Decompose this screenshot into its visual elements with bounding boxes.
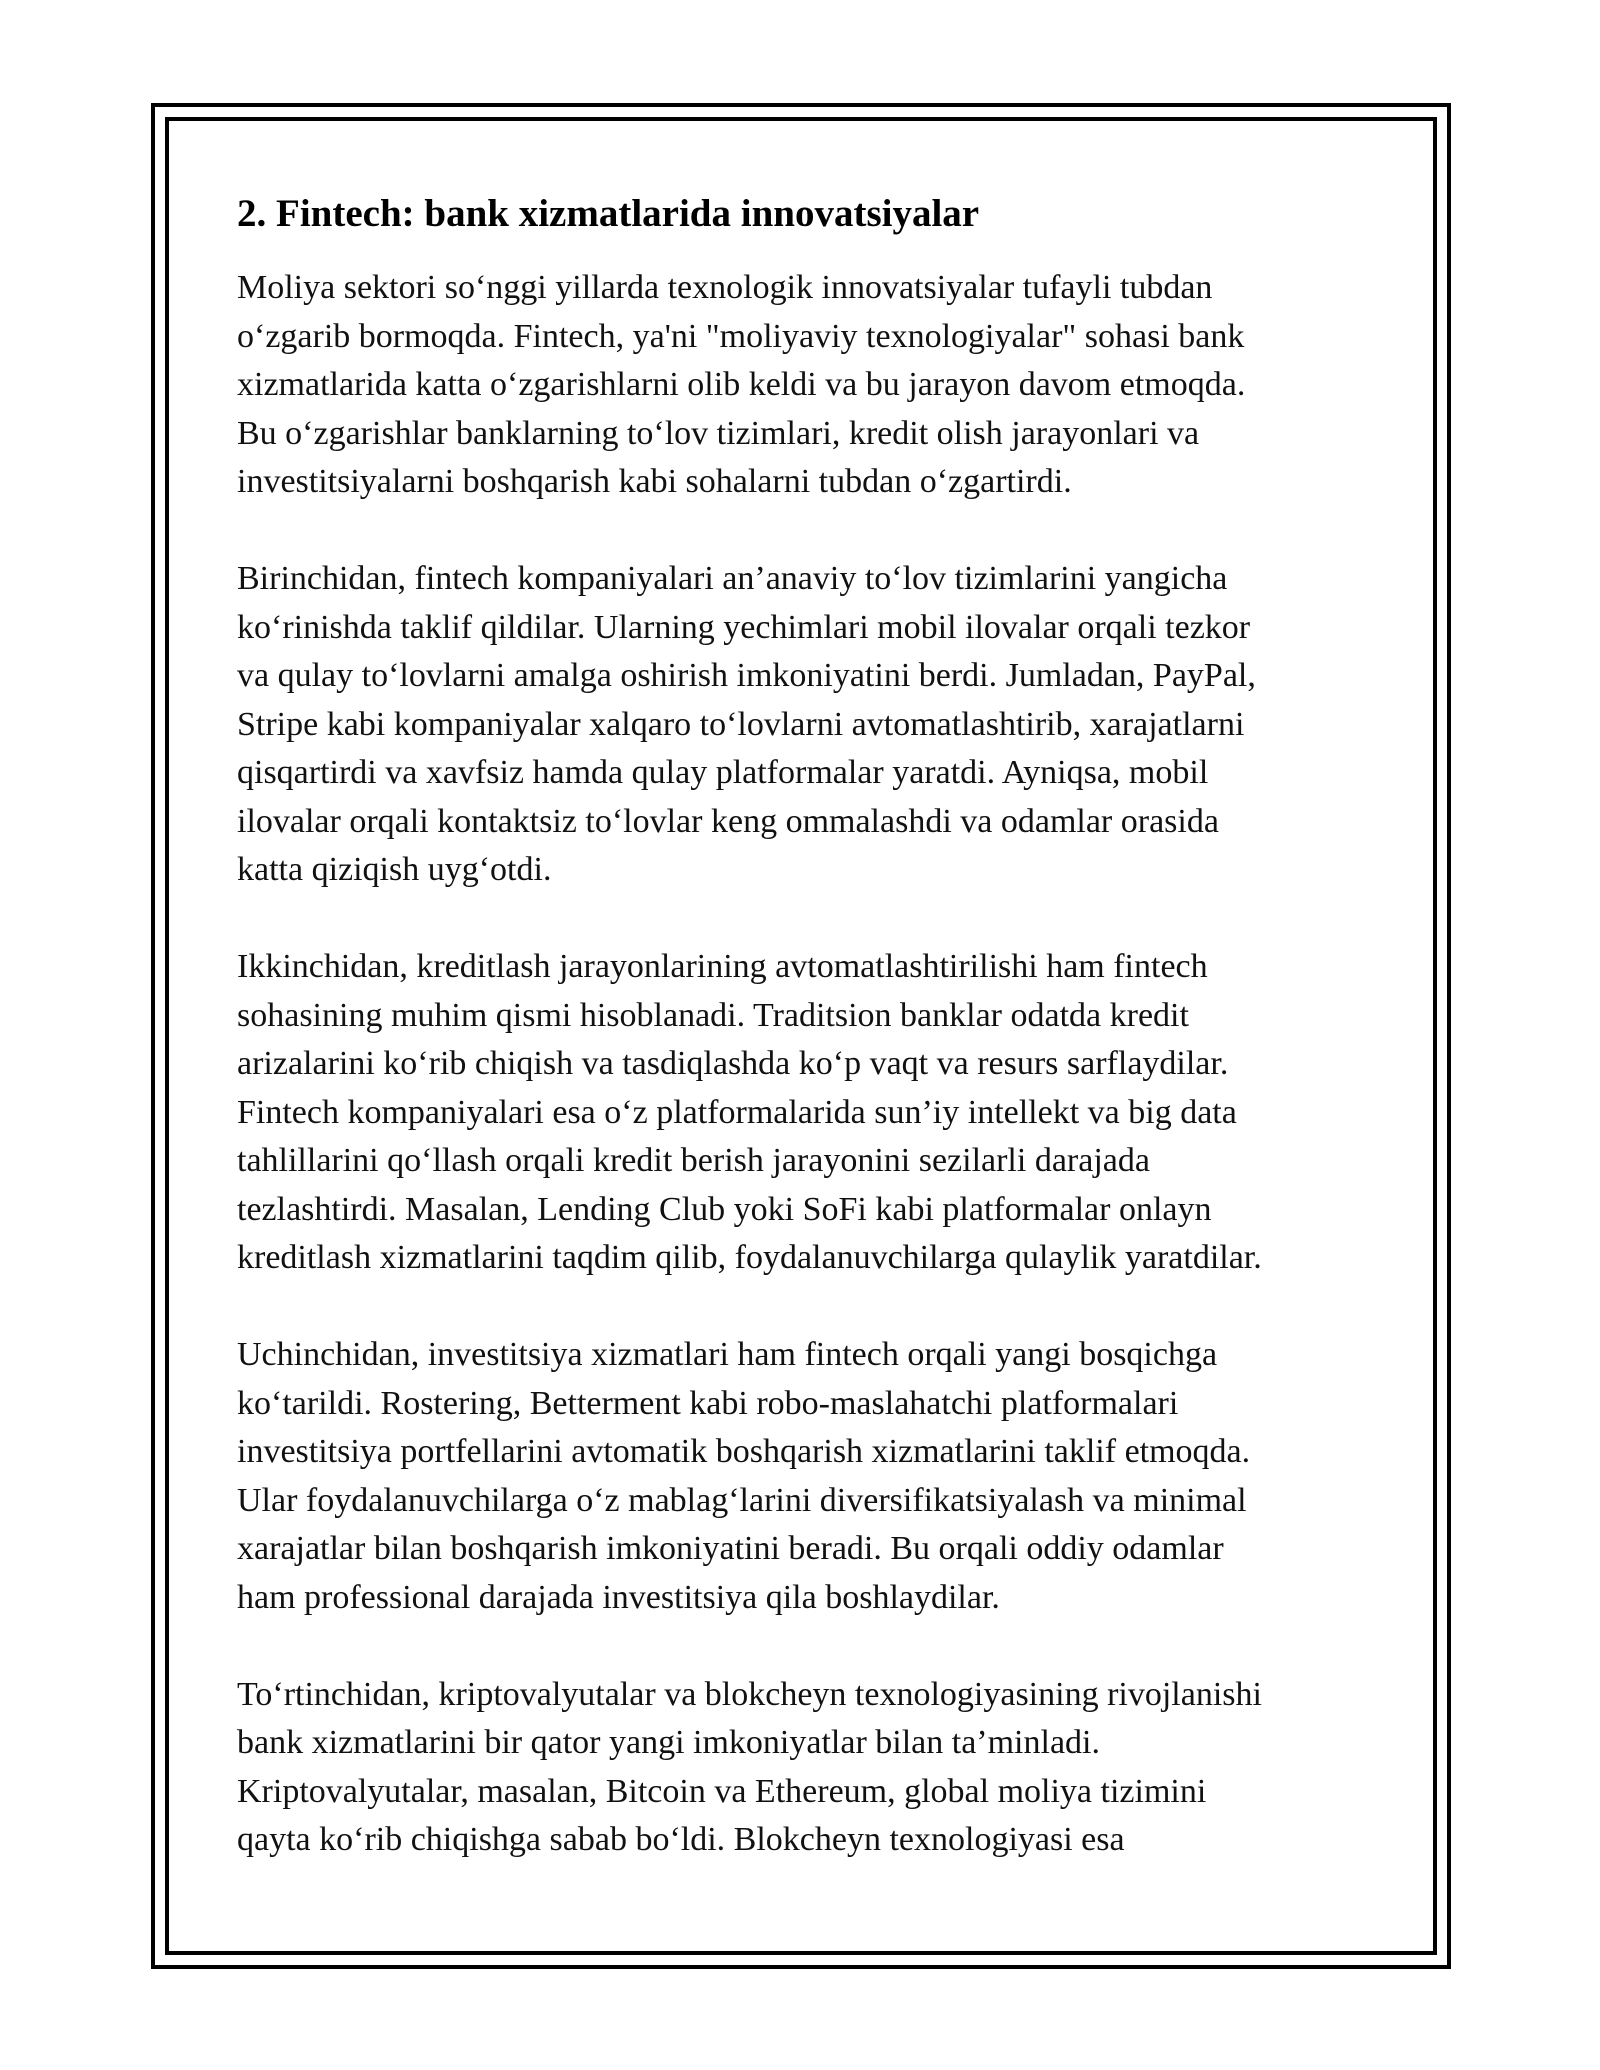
paragraph-intro: Moliya sektori so‘nggi yillarda texnologik innovatsiyalar tufayli tubdan o‘zgarib bormoqda. Fintech, ya'ni "moliyaviy texnologiyalar" sohasi bank xizmatlarida katta o‘zgarishlarni olib keldi va bu jarayon davom etmoqda. Bu o‘zgarishlar banklarning to‘lov tizimlari, kredit olish jarayonlari va investitsiyalarni boshqarish kabi sohalarni tubdan o‘zgartirdi.: [237, 269, 1246, 500]
section-heading: 2. Fintech: bank xizmatlarida innovatsiyalar: [237, 192, 980, 235]
paragraph-lending: Ikkinchidan, kreditlash jarayonlarining avtomatlashtirilishi ham fintech sohasining muhim qismi hisoblanadi. Traditsion banklar odatda kredit arizalarini ko‘rib chiqish va tasdiqlashda ko‘p vaqt va resurs sarflaydilar. Fintech kompaniyalari esa o‘z platformalarida sun’iy intellekt va big data tahlillarini qo‘llash orqali kredit berish jarayonini sezilarli darajada tezlashtirdi. Masalan, Lending Club yoki SoFi kabi platformalar onlayn kreditlash xizmatlarini taqdim qilib, foydalanuvchilarga qulaylik yaratdilar.: [237, 948, 1262, 1276]
paragraph-payments: Birinchidan, fintech kompaniyalari an’anaviy to‘lov tizimlarini yangicha ko‘rinishda taklif qildilar. Ularning yechimlari mobil ilovalar orqali tezkor va qulay to‘lovlarni amalga oshirish imkoniyatini berdi. Jumladan, PayPal, Stripe kabi kompaniyalar xalqaro to‘lovlarni avtomatlashtirib, xarajatlarni qisqartirdi va xavfsiz hamda qulay platformalar yaratdi. Ayniqsa, mobil ilovalar orqali kontaktsiz to‘lovlar keng ommalashdi va odamlar orasida katta qiziqish uyg‘otdi.: [237, 560, 1256, 888]
paragraph-crypto: To‘rtinchidan, kriptovalyutalar va blokcheyn texnologiyasining rivojlanishi bank xizmatlarini bir qator yangi imkoniyatlar bilan ta’minladi. Kriptovalyutalar, masalan, Bitcoin va Ethereum, global moliya tizimini qayta ko‘rib chiqishga sabab bo‘ldi. Blokcheyn texnologiyasi esa: [237, 1675, 1262, 1858]
paragraph-investment: Uchinchidan, investitsiya xizmatlari ham fintech orqali yangi bosqichga ko‘tarildi. Rostering, Betterment kabi robo-maslahatchi platformalari investitsiya portfellarini avtomatik boshqarish xizmatlarini taklif etmoqda. Ular foydalanuvchilarga o‘z mablag‘larini diversifikatsiyalash va minimal xarajatlar bilan boshqarish imkoniyatini beradi. Bu orqali oddiy odamlar ham professional darajada investitsiya qila boshlaydilar.: [237, 1336, 1251, 1616]
document-body: [237, 188, 1357, 1913]
